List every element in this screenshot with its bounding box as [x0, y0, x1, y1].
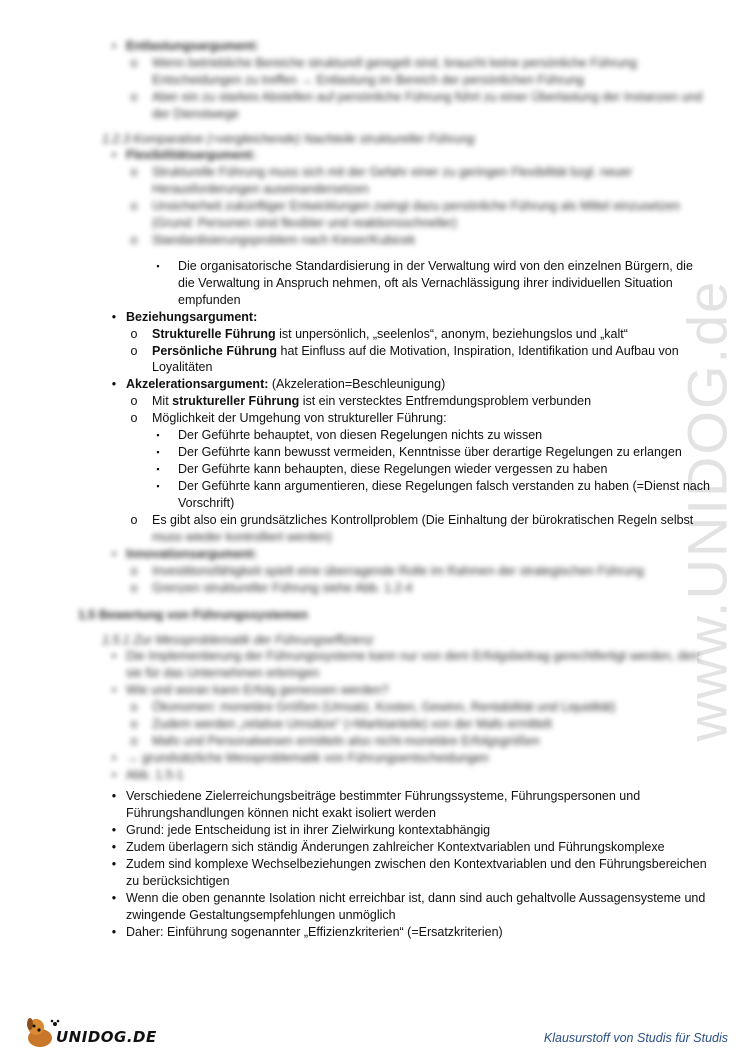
bullet-icon: ▪ — [156, 463, 160, 474]
line-text: (Grund: Personen sind flexibler und reaktionsschneller) — [152, 216, 458, 230]
bullet-icon: o — [130, 411, 138, 426]
line-text: Verschiedene Zielerreichungsbeiträge bestimmter Führungssysteme, Führungspersonen und — [126, 789, 641, 803]
footer-slogan: Klausurstoff von Studis für Studis — [543, 1031, 728, 1045]
bullet-icon: • — [111, 39, 117, 53]
bullet-icon: o — [130, 563, 138, 578]
line-text: Persönliche Führung hat Einfluss auf die Motivation, Inspiration, Identifikation und Aufbau von — [152, 343, 679, 358]
bullet-icon: o — [130, 232, 138, 247]
line-text: → grundsätzliche Messproblematik von Führungsentscheidungen — [126, 750, 489, 765]
watermark — [662, 250, 750, 770]
line-text: Die organisatorische Standardisierung in der Verwaltung wird von den einzelnen Bürgern, die — [178, 259, 693, 273]
bullet-icon: o — [130, 55, 138, 70]
line-text: Flexibilitätsargument: — [126, 148, 256, 163]
bullet-icon: ▪ — [156, 430, 160, 440]
line-text: Die Implementierung der Führungssysteme kann nur von dem Erfolgsbeitrag gerechtfertigt werden, den — [126, 649, 699, 664]
line-text: Wenn die oben genannte Isolation nicht erreichbar ist, dann sind auch gehaltvolle Aussagensysteme und — [126, 891, 706, 905]
line-text: Herausforderungen auseinandersetzen — [152, 182, 369, 197]
line-text: Loyalitäten — [152, 360, 213, 375]
line-text: Zudem sind komplexe Wechselbeziehungen zwischen den Kontextvariablen und den Führungsbereichen — [126, 857, 707, 871]
logo-text: UNIDOG.DE — [56, 1028, 157, 1046]
line-text: Akzelerationsargument: (Akzeleration=Beschleunigung) — [126, 377, 446, 392]
line-text: Beziehungsargument: — [126, 309, 258, 324]
bullet-icon: • — [111, 840, 117, 854]
line-text: muss wieder kontrolliert werden) — [152, 530, 332, 544]
bullet-icon: o — [130, 326, 138, 341]
line-text: 1.5.1 Zur Messproblematik der Führungseffizienz — [102, 632, 374, 647]
bullet-icon: o — [130, 343, 138, 358]
line-text: Entscheidungen zu treffen → Entlastung im Bereich der persönlichen Führung — [152, 72, 584, 87]
line-text: empfunden — [178, 292, 241, 307]
line-text: Abb. 1.5-1 — [126, 767, 184, 782]
line-text: Strukturelle Führung ist unpersönlich, „seelenlos“, anonym, beziehungslos und „kalt“ — [152, 326, 628, 341]
bullet-icon: • — [111, 789, 117, 803]
line-text: Der Geführte kann bewusst vermeiden, Kenntnisse über derartige Regelungen zu erlangen — [178, 444, 682, 459]
bullet-icon: • — [111, 683, 117, 698]
line-text: Der Geführte behauptet, von diesen Regelungen nichts zu wissen — [178, 428, 543, 442]
line-text: zu berücksichtigen — [126, 874, 230, 888]
bullet-icon: o — [130, 199, 138, 214]
bullet-icon: • — [111, 823, 117, 837]
bullet-icon: • — [111, 750, 117, 765]
bullet-icon: o — [130, 733, 138, 748]
bullet-icon: o — [130, 89, 138, 104]
line-text: 1.2.3 Komparative (=vergleichende) Nachteile struktureller Führung — [102, 131, 475, 146]
bullet-icon: • — [111, 309, 117, 324]
bullet-icon: ▪ — [156, 446, 160, 457]
bullet-icon: o — [130, 512, 138, 527]
line-text: Zudem überlagern sich ständig Änderungen zahlreicher Kontextvariablen und Führungskomplexe — [126, 840, 665, 854]
watermark-text: www.UNIDOG.de — [675, 279, 739, 741]
bullet-icon: o — [130, 580, 138, 595]
line-text: Investitionsfähigkeit spielt eine überragende Rolle im Rahmen der strategischen Führung — [152, 563, 644, 578]
line-text: Ökonomen: monetäre Größen (Umsatz, Kosten, Gewinn, Rentabilität und Liquidität) — [152, 700, 616, 715]
line-text: Standardisierungsproblem nach Kieser/Kubicek — [152, 232, 416, 247]
line-text: Es gibt also ein grundsätzliches Kontrollproblem (Die Einhaltung der bürokratischen Regeln selbst — [152, 512, 694, 527]
unidog-logo — [22, 1012, 172, 1052]
line-text: Grund: jede Entscheidung ist in ihrer Zielwirkung kontextabhängig — [126, 823, 491, 837]
line-text: Der Geführte kann argumentieren, diese Regelungen falsch verstanden zu haben (=Dienst nach — [178, 478, 710, 493]
line-text: Entlastungsargument: — [126, 39, 259, 53]
bullet-icon: • — [111, 857, 117, 871]
bullet-icon: • — [111, 891, 117, 905]
line-text: 1.5 Bewertung von Führungssystemen — [78, 607, 308, 622]
line-text: Wenn betriebliche Bereiche strukturell geregelt sind, braucht keine persönliche Führung — [152, 55, 637, 70]
line-text: der Dienstwege — [152, 106, 239, 121]
line-text: die Verwaltung in Anspruch nehmen, oft als Vernachlässigung ihrer individuellen Situation — [178, 275, 673, 290]
line-text: Der Geführte kann behaupten, diese Regelungen wieder vergessen zu haben — [178, 461, 608, 476]
line-text: Mafo und Personalwesen ermitteln also nicht-monetäre Erfolgsgrößen — [152, 733, 540, 748]
line-text: Mit struktureller Führung ist ein verstecktes Entfremdungsproblem verbunden — [152, 394, 592, 409]
bullet-icon: • — [111, 148, 117, 163]
line-text: Unsicherheit zukünftiger Entwicklungen zwingt dazu persönliche Führung als Mittel einzusetzen — [152, 199, 681, 214]
line-text: sie für das Unternehmen erbringen — [126, 666, 320, 681]
bullet-icon: • — [111, 546, 117, 561]
line-text: Möglichkeit der Umgehung von struktureller Führung: — [152, 411, 447, 426]
line-text: Vorschrift) — [178, 495, 235, 510]
line-text: Wie und woran kann Erfolg gemessen werden? — [126, 683, 389, 698]
bullet-icon: o — [130, 717, 138, 731]
line-text: zwingende Gestaltungsempfehlungen unmöglich — [126, 908, 396, 922]
bullet-icon: • — [111, 377, 117, 392]
bullet-icon: o — [130, 700, 138, 715]
line-text: Führungshandlungen können nicht exakt isoliert werden — [126, 806, 436, 820]
line-text: Zudem werden „relative Umsätze“ (=Marktanteile) von der Mafo ermittelt — [152, 717, 552, 731]
line-text: Innovationsargument: — [126, 546, 258, 561]
bullet-icon: o — [130, 394, 138, 409]
bullet-icon: • — [111, 649, 117, 664]
line-text: Aber ein zu starkes Abstellen auf persönliche Führung führt zu einer Überlastung der Instanzen und — [152, 89, 703, 104]
bullet-icon: ▪ — [156, 261, 160, 271]
bullet-icon: ▪ — [156, 480, 160, 491]
bullet-icon: • — [111, 767, 117, 782]
line-text: Strukturelle Führung muss sich mit der Gefahr einer zu geringen Flexibilität bzgl. neuer — [152, 165, 633, 180]
bullet-icon: • — [111, 925, 117, 939]
line-text: Daher: Einführung sogenannter „Effizienzkriterien“ (=Ersatzkriterien) — [126, 925, 503, 939]
line-text: Grenzen struktureller Führung siehe Abb. 1.2-4 — [152, 580, 413, 595]
bullet-icon: o — [130, 165, 138, 180]
